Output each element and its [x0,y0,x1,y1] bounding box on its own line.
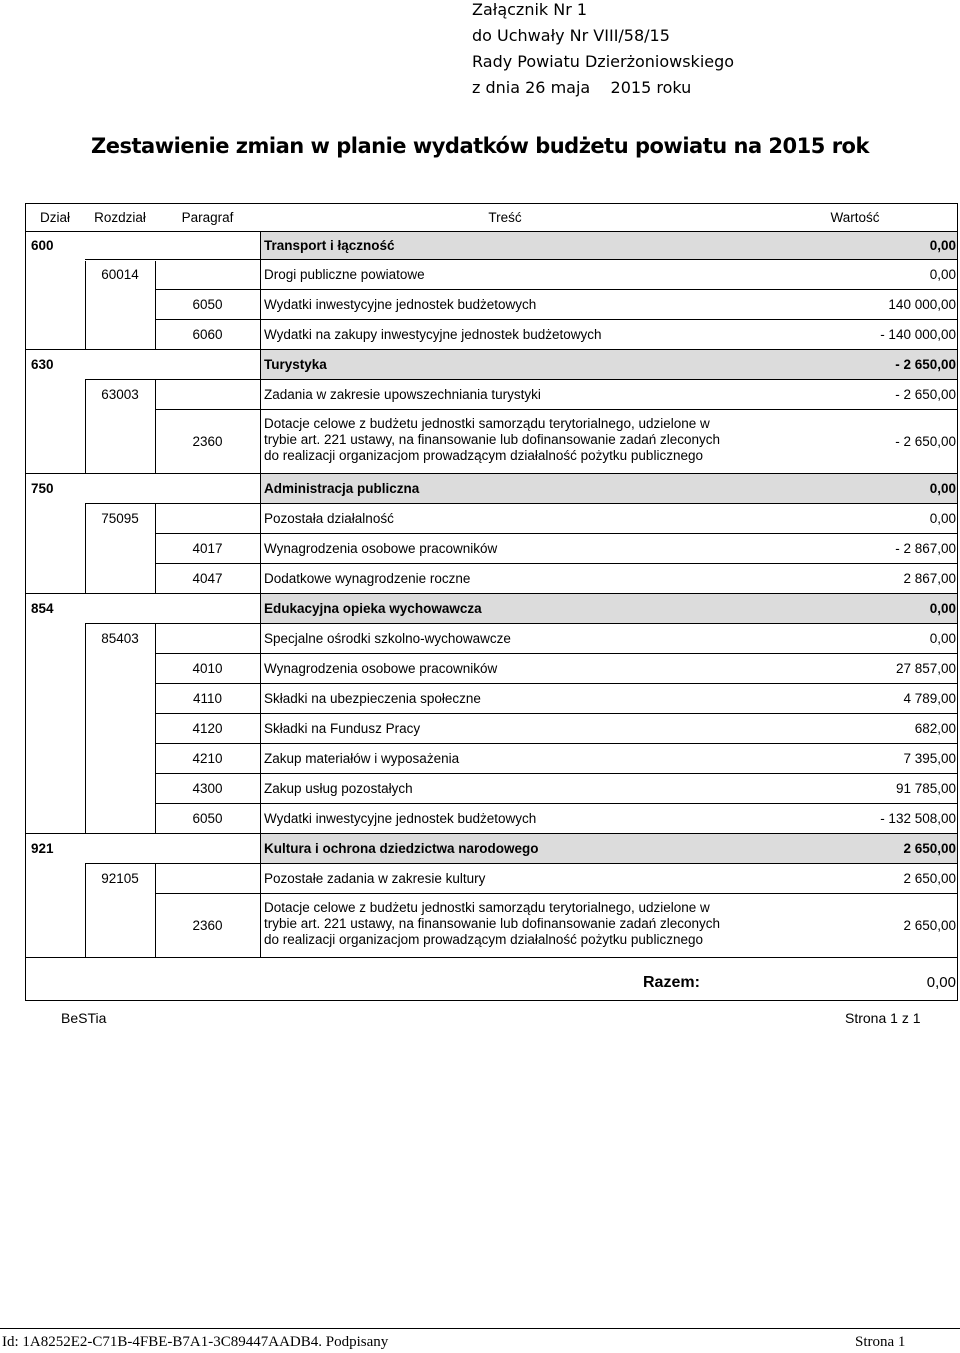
row-value: - 2 650,00 [895,387,956,402]
col-header-dzial: Dział [39,210,70,225]
header-top-border [25,203,957,204]
col-divider [260,231,261,349]
col-header-tresc: Treść [488,210,522,225]
paragraf-code: 4110 [192,691,223,706]
paragraf-code: 6050 [192,297,223,312]
bottom-page-number: Strona 1 [855,1334,906,1350]
col-divider [155,261,156,349]
row-value: 2 867,00 [903,571,956,586]
col-divider [85,863,86,957]
row-value: - 2 867,00 [895,541,956,556]
resolution-number: do Uchwały Nr VIII/58/15 [472,26,670,45]
row-border [155,563,957,564]
row-value: 2 650,00 [903,841,956,856]
dzial-code: 630 [31,357,54,372]
total-label: Razem: [643,974,700,991]
row-value: 27 857,00 [895,661,956,676]
resolution-date: z dnia 26 maja 2015 roku [472,78,692,97]
row-value: - 2 650,00 [895,434,956,449]
attachment-label: Załącznik Nr 1 [472,0,588,19]
rozdzial-code: 63003 [101,387,139,402]
row-value: 0,00 [929,631,956,646]
row-border [155,533,957,534]
row-border [155,713,957,714]
paragraf-code: 2360 [192,918,223,933]
dzial-code: 750 [31,481,54,496]
col-header-wartosc: Wartość [830,210,880,225]
paragraf-code: 4120 [192,721,223,736]
rozdzial-code: 60014 [101,267,139,282]
row-border [85,379,957,380]
dzial-code: 600 [31,238,54,253]
col-divider [260,833,261,957]
row-border [155,893,957,894]
col-divider [155,503,156,593]
row-description: Specjalne ośrodki szkolno-wychowawcze [264,631,511,646]
col-divider [85,503,86,593]
row-description: Składki na ubezpieczenia społeczne [264,691,481,706]
col-header-paragraf: Paragraf [181,210,234,225]
col-divider [155,379,156,473]
paragraf-code: 4300 [192,781,223,796]
software-name: BeSTia [61,1010,107,1026]
table-left-border [25,231,26,1000]
row-value: 91 785,00 [895,781,956,796]
rozdzial-code: 75095 [101,511,139,526]
row-description: Turystyka [264,357,327,372]
paragraf-code: 6060 [192,327,223,342]
row-value: 2 650,00 [903,918,956,933]
total-bottom-border [25,1000,958,1001]
row-description-line3: do realizacji organizacjom prowadzącym działalność pożytku publicznego [264,448,703,463]
paragraf-code: 4010 [192,661,223,676]
row-value: 2 650,00 [903,871,956,886]
row-value: - 2 650,00 [895,357,956,372]
rozdzial-code: 85403 [101,631,139,646]
row-description: Zakup usług pozostałych [264,781,413,796]
row-description-line1: Dotacje celowe z budżetu jednostki samorządu terytorialnego, udzielone w [264,900,710,915]
row-description: Składki na Fundusz Pracy [264,721,421,736]
header-right-border [957,203,958,231]
row-value: 0,00 [929,238,956,253]
row-description: Drogi publiczne powiatowe [264,267,425,282]
document-title: Zestawienie zmian w planie wydatków budżetu powiatu na 2015 rok [91,134,869,158]
row-description: Zakup materiałów i wyposażenia [264,751,460,766]
row-border [155,653,957,654]
row-value: 140 000,00 [888,297,956,312]
row-value: - 140 000,00 [880,327,956,342]
row-border [155,319,957,320]
row-description: Dodatkowe wynagrodzenie roczne [264,571,471,586]
row-border [85,863,957,864]
row-border [85,623,957,624]
row-description-line2: trybie art. 221 ustawy, na finansowanie lub dofinansowanie zadań zleconych [264,432,721,447]
col-divider [155,863,156,957]
row-value: 0,00 [929,601,956,616]
row-value: - 132 508,00 [880,811,956,826]
row-border [155,289,957,290]
col-divider [85,379,86,473]
row-border [155,743,957,744]
paragraf-code: 4017 [192,541,223,556]
row-border [85,259,957,260]
row-value: 4 789,00 [903,691,956,706]
council-name: Rady Powiatu Dzierżoniowskiego [472,52,735,71]
table-bottom-border [25,957,958,958]
signature-id: Id: 1A8252E2-C71B-4FBE-B7A1-3C89447AADB4. Podpisany [2,1334,389,1350]
dzial-code: 921 [31,841,54,856]
col-divider [85,623,86,833]
row-description: Wynagrodzenia osobowe pracowników [264,661,498,676]
row-description-line3: do realizacji organizacjom prowadzącym działalność pożytku publicznego [264,932,703,947]
paragraf-code: 2360 [192,434,223,449]
row-border [155,773,957,774]
col-divider [260,593,261,833]
row-value: 0,00 [929,267,956,282]
col-divider [85,261,86,349]
row-description: Edukacyjna opieka wychowawcza [264,601,482,616]
paragraf-code: 4047 [192,571,223,586]
row-description: Kultura i ochrona dziedzictwa narodowego [264,841,539,856]
row-description: Wynagrodzenia osobowe pracowników [264,541,498,556]
dzial-code: 854 [31,601,54,616]
page-number: Strona 1 z 1 [845,1010,921,1026]
col-header-rozdzial: Rozdział [94,210,146,225]
rozdzial-code: 92105 [101,871,139,886]
row-description: Zadania w zakresie upowszechniania turystyki [264,387,541,402]
row-description: Administracja publiczna [264,481,420,496]
row-value: 682,00 [914,721,956,736]
row-description-line2: trybie art. 221 ustawy, na finansowanie lub dofinansowanie zadań zleconych [264,916,721,931]
row-description: Wydatki inwestycyjne jednostek budżetowych [264,297,537,312]
paragraf-code: 4210 [192,751,223,766]
bottom-divider [0,1328,960,1329]
row-value: 0,00 [929,511,956,526]
col-divider [260,473,261,593]
row-description: Wydatki na zakupy inwestycyjne jednostek budżetowych [264,327,602,342]
table-right-border [957,231,958,1000]
row-description: Transport i łączność [264,238,395,253]
row-description: Pozostała działalność [264,511,394,526]
total-value: 0,00 [926,974,956,991]
row-value: 7 395,00 [903,751,956,766]
row-border [155,409,957,410]
row-description: Pozostałe zadania w zakresie kultury [264,871,486,886]
row-border [155,803,957,804]
row-border [85,503,957,504]
row-description-line1: Dotacje celowe z budżetu jednostki samorządu terytorialnego, udzielone w [264,416,710,431]
col-divider [155,623,156,833]
paragraf-code: 6050 [192,811,223,826]
row-value: 0,00 [929,481,956,496]
row-description: Wydatki inwestycyjne jednostek budżetowych [264,811,537,826]
col-divider [260,349,261,473]
row-border [155,683,957,684]
